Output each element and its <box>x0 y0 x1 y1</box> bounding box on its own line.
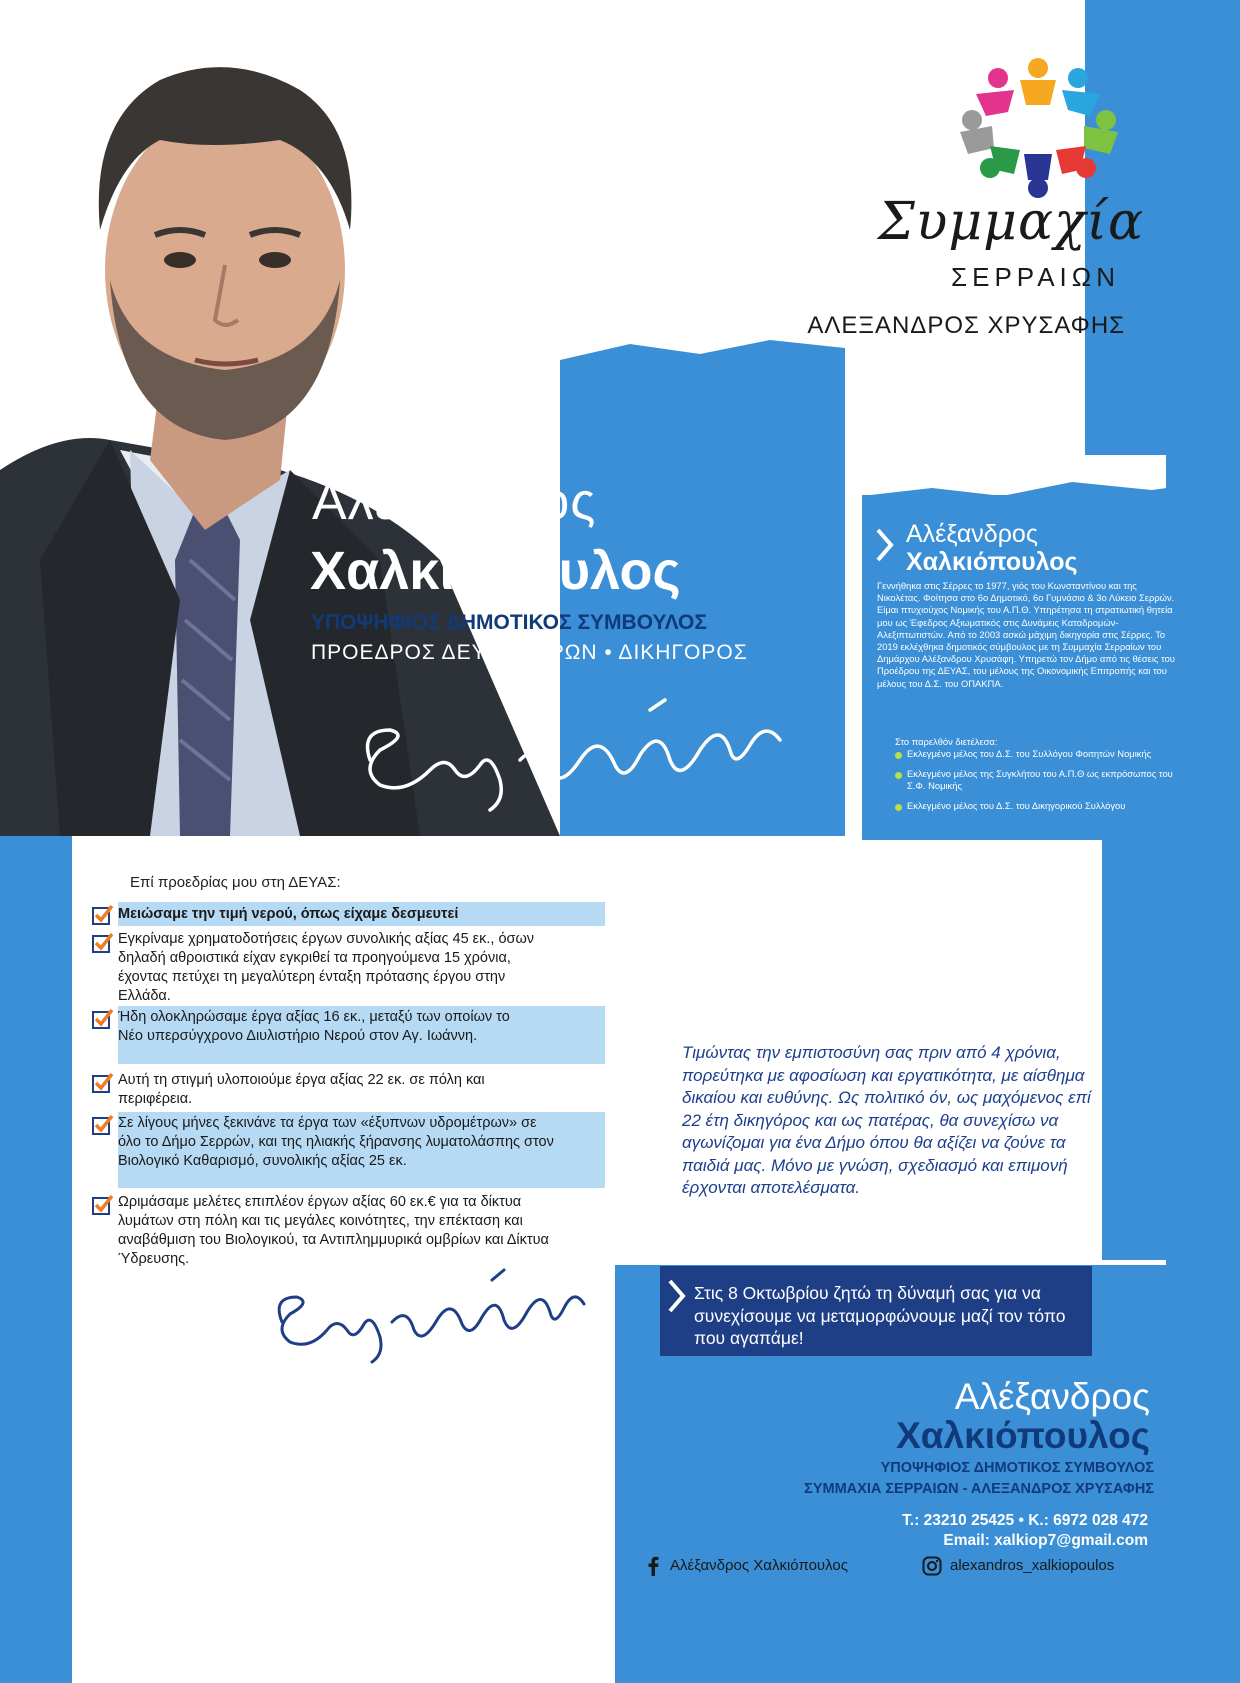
checkbox-icon <box>92 1072 114 1094</box>
achievement-item <box>92 1006 607 1064</box>
footer-party: ΣΥΜΜΑΧΙΑ ΣΕΡΡΑΙΩΝ - ΑΛΕΞΑΝΔΡΟΣ ΧΡΥΣΑΦΗΣ <box>804 1481 1154 1497</box>
footer-first-name: Αλέξανδρος <box>954 1376 1150 1417</box>
achievement-item <box>92 1112 607 1188</box>
footer-last-name: Χαλκιόπουλος <box>896 1415 1150 1456</box>
facebook-link[interactable]: Αλέξανδρος Χαλκιόπουλος <box>670 1557 848 1574</box>
bio-past-role: Εκλεγμένο μέλος του Δ.Σ. του Συλλόγου Φοιτητών Νομικής <box>907 748 1152 759</box>
achievement-text: Σε λίγους μήνες ξεκινάνε τα έργα των «έξυπνων υδρομέτρων» σε όλο το Δήμο Σερρών, και της ηλιακής ξήρανσης λυματολάσπης στον Βιολογικό Καθαρισμό, συνολικής αξίας 25 εκ. <box>118 1115 554 1169</box>
instagram-icon[interactable] <box>922 1556 942 1576</box>
bio-past-role: Εκλεγμένο μέλος του Δ.Σ. του Δικηγορικού Συλλόγου <box>907 800 1126 811</box>
bio-text: Γεννήθηκα στις Σέρρες το 1977, γιός του Κωνσταντίνου και της Νικολέτας. Φοίτησα στο 6ο Δημοτικό, 6ο Γυμνάσιο & 3ο Λύκειο Σερρών. Είμαι πτυχιούχος Νομικής του Α.Π.Θ. Υπηρέτησα τη στρατιωτική θητεία μου ως Έφεδρος Αξιωματικός στις Δυνάμεις Καταδρομών-Αλεξιπτωτιστών. Από το 2003 ασκώ μάχιμη δικηγορία στις Σέρρες. Το 2019 εκλέχθηκα δημοτικός σύμβουλος με τη Συμμαχία Σερραίων του Δημάρχου Αλέξανδρου Χρυσάφη. Υπηρετώ τον Δήμο από τις θέσεις του Προέδρου της ΔΕΥΑΣ, του μέλους της Οικονομικής Επιτροπής και του μέλους του Δ.Σ. του ΟΠΑΚΠΑ. <box>877 580 1175 689</box>
achievement-text: Εγκρίναμε χρηματοδοτήσεις έργων συνολικής αξίας 45 εκ., όσων δηλαδή αθροιστικά είχαν εγκριθεί τα προηγούμενα 15 χρόνια, έχοντας πετύχει τη μεγαλύτερη ένταξη πρότασης έργου στην Ελλάδα. <box>118 931 535 1004</box>
bio-past-intro: Στο παρελθόν διετέλεσα: <box>895 736 998 747</box>
checkbox-icon <box>92 1194 114 1216</box>
achievement-item <box>92 902 607 926</box>
bio-torn-edge <box>862 470 1240 510</box>
symmachia-logo-icon <box>950 50 1125 200</box>
pledge-text: Τιμώντας την εμπιστοσύνη σας πριν από 4 χρόνια, πορεύτηκα με αφοσίωση και εργατικότητα, με αίσθημα δικαίου και ευθύνης. Ως πολιτικό όν, ως μαχόμενος επί 22 έτη δικηγόρος και ως πατέρας, θα συνεχίσω να αγωνίζομαι για ένα Δήμο όπου θα αξίζει να ζούνε τα παιδιά μας. Μόνο με γνώση, σχεδιασμό και επιμονή έρχονται αποτελέσματα. <box>682 1043 1091 1197</box>
achievement-item <box>92 1192 607 1272</box>
bullet-icon <box>895 752 902 759</box>
facebook-icon[interactable] <box>645 1556 661 1576</box>
achievement-item <box>92 930 607 1006</box>
achievements-intro: Επί προεδρίας μου στη ΔΕΥΑΣ: <box>130 874 341 891</box>
brand-subtitle: ΣΕΡΡΑΙΩΝ <box>951 262 1120 292</box>
checkbox-icon <box>92 1114 114 1136</box>
achievements-slogan-signature <box>262 1262 592 1372</box>
achievement-text: Αυτή τη στιγμή υλοποιούμε έργα αξίας 22 εκ. σε πόλη και περιφέρεια. <box>118 1072 485 1107</box>
instagram-link[interactable]: alexandros_xalkiopoulos <box>950 1557 1115 1574</box>
bio-first-name: Αλέξανδρος <box>906 520 1038 548</box>
bio-last-name: Χαλκιόπουλος <box>906 548 1078 576</box>
hero-first-name: Αλέξανδρος <box>312 473 597 531</box>
left-blue-strip <box>0 836 72 1683</box>
achievement-text: Ωριμάσαμε μελέτες επιπλέον έργων αξίας 60 εκ.€ για τα δίκτυα λυμάτων στη πόλη και τις μεγάλες κοινότητες, την επέκταση και αναβάθμιση του Βιολογικού, τα Αντιπλημμυρικά ομβρίων και Δίκτυα Ύδρευσης. <box>118 1194 549 1267</box>
checkbox-icon <box>92 932 114 954</box>
hero-role: ΥΠΟΨΗΦΙΟΣ ΔΗΜΟΤΙΚΟΣ ΣΥΜΒΟΥΛΟΣ <box>311 611 707 634</box>
footer-role: ΥΠΟΨΗΦΙΟΣ ΔΗΜΟΤΙΚΟΣ ΣΥΜΒΟΥΛΟΣ <box>880 1460 1154 1476</box>
hero-subtitle: ΠΡΟΕΔΡΟΣ ΔΕΥΑ ΣΕΡΡΩΝ • ΔΙΚΗΓΟΡΟΣ <box>311 641 748 664</box>
achievement-item <box>92 1070 607 1112</box>
bullet-icon <box>895 804 902 811</box>
cta-text: Στις 8 Οκτωβρίου ζητώ τη δύναμή σας για να συνεχίσουμε να μεταμορφώνουμε μαζί τον τόπο που αγαπάμε! <box>694 1283 1066 1348</box>
checkbox-icon <box>92 1008 114 1030</box>
brand-name: Συμμαχία <box>878 192 1145 252</box>
right-lower-blue-block <box>1102 840 1240 1260</box>
hero-last-name: Χαλκιόπουλος <box>310 541 681 601</box>
achievement-text: Ήδη ολοκληρώσαμε έργα αξίας 16 εκ., μεταξύ των οποίων το Νέο υπερσύγχρονο Διυλιστήριο Νερού στον Αγ. Ιωάννη. <box>118 1009 510 1044</box>
bio-chevron-icon <box>875 527 895 563</box>
footer-email[interactable]: Email: xalkiop7@gmail.com <box>943 1532 1148 1549</box>
checkbox-icon <box>92 904 114 926</box>
achievement-text: Μειώσαμε την τιμή νερού, όπως είχαμε δεσμευτεί <box>118 906 459 922</box>
hero-slogan-signature <box>350 690 800 820</box>
cta-chevron-icon <box>667 1278 687 1314</box>
mayor-name: ΑΛΕΞΑΝΔΡΟΣ ΧΡΥΣΑΦΗΣ <box>807 312 1125 339</box>
bullet-icon <box>895 772 902 779</box>
bio-past-role: Εκλεγμένο μέλος της Συγκλήτου του Α.Π.Θ ως εκπρόσωπος του Σ.Φ. Νομικής <box>907 768 1173 792</box>
footer-phone: T.: 23210 25425 • K.: 6972 028 472 <box>902 1512 1148 1529</box>
